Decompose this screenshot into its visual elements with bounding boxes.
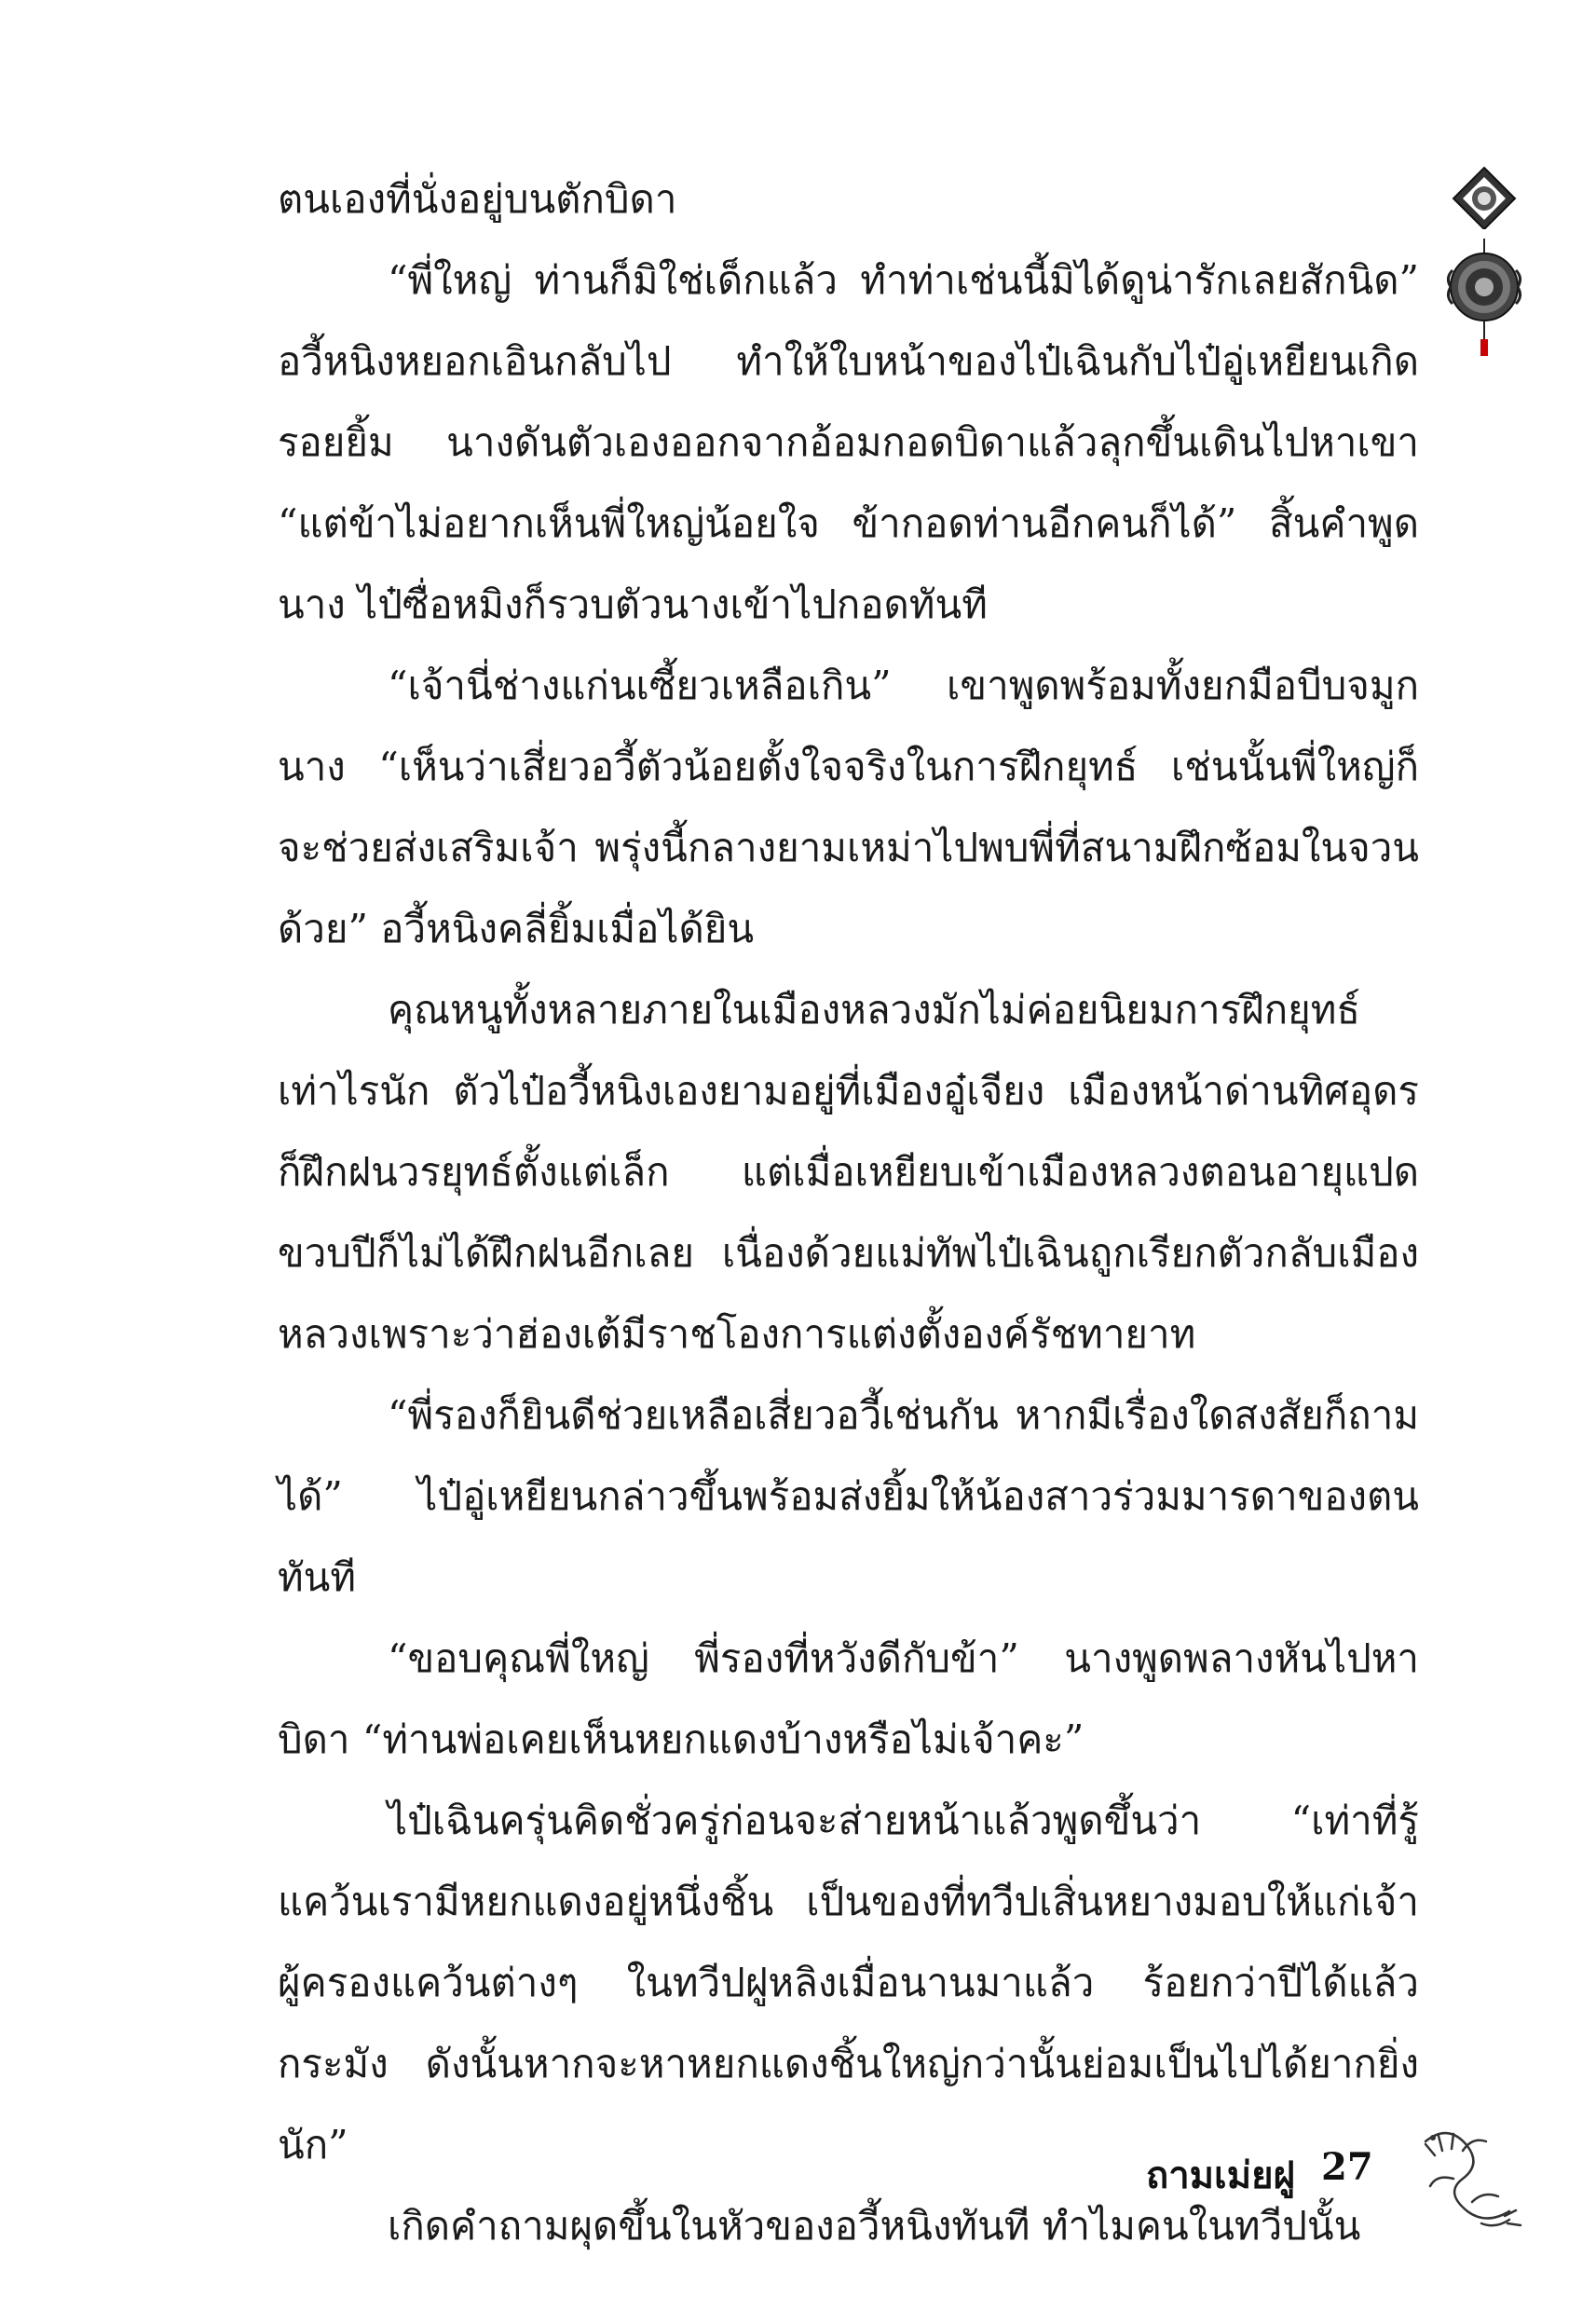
paragraph: คุณหนูทั้งหลายภายในเมืองหลวงมักไม่ค่อยนิยมการฝึกยุทธ์เท่าไรนัก ตัวไป๋อวี้หนิงเองยามอยู่ที่เมืองอู๋เจียง เมืองหน้าด่านทิศอุดรก็ฝึกฝนวรยุทธ์ตั้งแต่เล็ก แต่เมื่อเหยียบเข้าเมืองหลวงตอนอายุแปดขวบปีก็ไม่ได้ฝึกฝนอีกเลย เนื่องด้วยแม่ทัพไป๋เฉินถูกเรียกตัวกลับเมืองหลวงเพราะว่าฮ่องเต้มีราชโองการแต่งตั้งองค์รัชทายาท xyxy=(278,987,1419,1357)
paragraph: ตนเองที่นั่งอยู่บนตักบิดา xyxy=(278,176,677,222)
dragon-ornament-icon xyxy=(1407,2113,1537,2244)
paragraph: “พี่ใหญ่ ท่านก็มิใช่เด็กแล้ว ทำท่าเช่นนี้มิได้ดูน่ารักเลยสักนิด” อวี้หนิงหยอกเอินกลับไป ทำให้ใบหน้าของไป๋เฉินกับไป๋อู่เหยียนเกิดรอยยิ้ม นางดันตัวเองออกจากอ้อมกอดบิดาแล้วลุกขึ้นเดินไปหาเขา “แต่ข้าไม่อยากเห็นพี่ใหญ่น้อยใจ ข้ากอดท่านอีกคนก็ได้” สิ้นคำพูดนาง ไป๋ซื่อหมิงก็รวบตัวนางเข้าไปกอดทันที xyxy=(278,257,1419,627)
publisher-emblem-icon xyxy=(1442,164,1526,360)
paragraph: “เจ้านี่ช่างแก่นเซี้ยวเหลือเกิน” เขาพูดพร้อมทั้งยกมือบีบจมูกนาง “เห็นว่าเสี่ยวอวี้ตัวน้อยตั้งใจจริงในการฝึกยุทธ์ เช่นนั้นพี่ใหญ่ก็จะช่วยส่งเสริมเจ้า พรุ่งนี้กลางยามเหม่าไปพบพี่ที่สนามฝึกซ้อมในจวนด้วย” อวี้หนิงคลี่ยิ้มเมื่อได้ยิน xyxy=(278,663,1419,951)
book-title: ถามเม่ยฝู xyxy=(1146,2154,1295,2197)
page-number: 27 xyxy=(1321,2145,1373,2189)
paragraph: “พี่รองก็ยินดีช่วยเหลือเสี่ยวอวี้เช่นกัน หากมีเรื่องใดสงสัยก็ถามได้” ไป๋อู่เหยียนกล่าวขึ้นพร้อมส่งยิ้มให้น้องสาวร่วมมารดาของตนทันที xyxy=(278,1392,1419,1600)
paragraph: เกิดคำถามผุดขึ้นในหัวของอวี้หนิงทันที ทำไมคนในทวีปนั้น xyxy=(388,2203,1361,2249)
page-footer xyxy=(1071,2113,1556,2253)
paragraph: “ขอบคุณพี่ใหญ่ พี่รองที่หวังดีกับข้า” นางพูดพลางหันไปหาบิดา “ท่านพ่อเคยเห็นหยกแดงบ้างหรือไม่เจ้าคะ” xyxy=(278,1635,1419,1762)
paragraph: ไป๋เฉินครุ่นคิดชั่วครู่ก่อนจะส่ายหน้าแล้วพูดขึ้นว่า “เท่าที่รู้แคว้นเรามีหยกแดงอยู่หนึ่งชิ้น เป็นของที่ทวีปเสิ่นหยางมอบให้แก่เจ้าผู้ครองแคว้นต่างๆ ในทวีปฝูหลิงเมื่อนานมาแล้ว ร้อยกว่าปีได้แล้วกระมัง ดังนั้นหากจะหาหยกแดงชิ้นใหญ่กว่านั้นย่อมเป็นไปได้ยากยิ่งนัก” xyxy=(278,1798,1419,2167)
body-text xyxy=(278,158,1419,2266)
